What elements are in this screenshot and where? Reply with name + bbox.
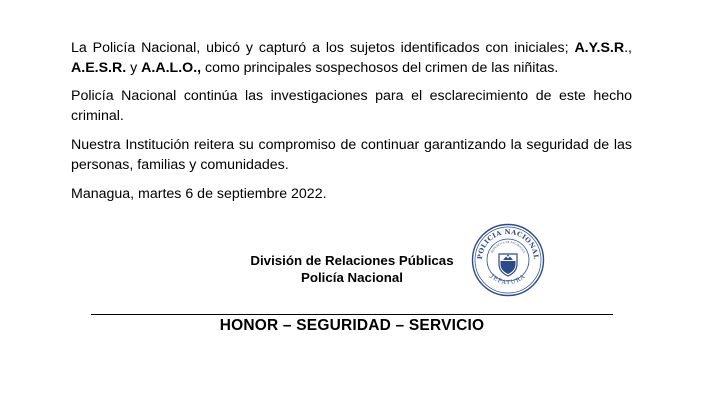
- signature-institution: Policía Nacional: [301, 270, 403, 285]
- police-seal-icon: [471, 223, 545, 297]
- motto: HONOR – SEGURIDAD – SERVICIO: [219, 317, 485, 334]
- initials-aesr: A.E.S.R.: [71, 60, 127, 76]
- initials-aalo: A.A.L.O.,: [141, 60, 202, 76]
- seal-sub-text: REPUBLICA DE NICARAGUA: [490, 240, 526, 254]
- signature-division: División de Relaciones Públicas: [250, 253, 454, 268]
- paragraph-capture-text-a: La Policía Nacional, ubicó y capturó a los sujetos identificados con iniciales;: [71, 40, 575, 56]
- initials-aysr: A.Y.S.R: [574, 40, 625, 56]
- seal-top-text: POLICIA NACIONAL: [475, 227, 541, 260]
- paragraph-capture-text-b: .,: [624, 40, 632, 56]
- svg-text:REPUBLICA DE NICARAGUA: [490, 240, 527, 254]
- footer-divider: [91, 314, 613, 315]
- paragraph-commitment: Nuestra Institución reitera su compromiso de continuar garantizando la seguridad de las personas, familias y comunidades.: [71, 137, 632, 173]
- paragraph-capture-text-c: y: [126, 60, 142, 76]
- dateline: Managua, martes 6 de septiembre 2022.: [71, 186, 327, 202]
- paragraph-capture-text-d: como principales sospechosos del crimen de las niñitas.: [201, 60, 559, 76]
- paragraph-capture: [71, 38, 632, 78]
- signature-block: [232, 252, 472, 286]
- seal-bottom-text: JEFATURA: [488, 273, 527, 287]
- paragraph-investigation: Policía Nacional continúa las investigaciones para el esclarecimiento de este hecho criminal.: [71, 88, 632, 124]
